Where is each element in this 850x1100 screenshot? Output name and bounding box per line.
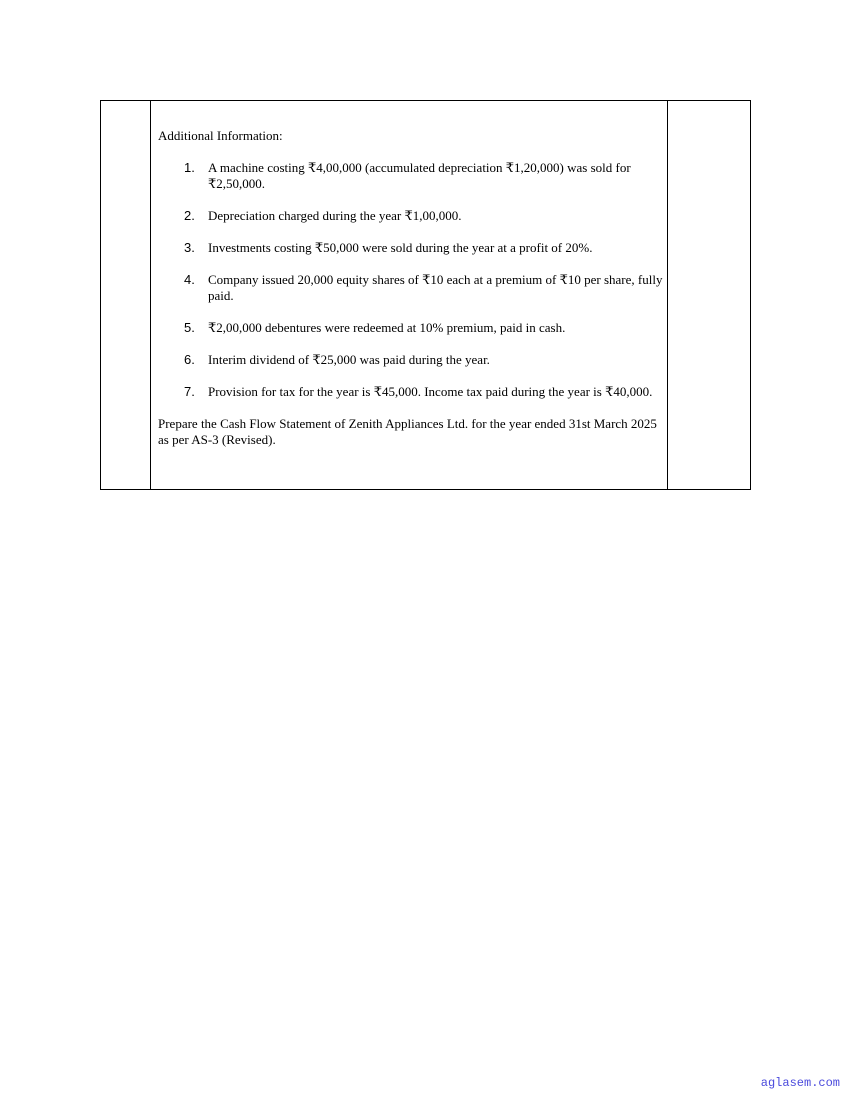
list-item <box>158 240 663 256</box>
list-item-number: 1. <box>184 160 195 175</box>
list-item-number: 3. <box>184 240 195 255</box>
column-divider-left <box>150 101 151 489</box>
list-item-text: Depreciation charged during the year ₹1,00,000. <box>208 208 462 223</box>
list-item-number: 4. <box>184 272 195 287</box>
list-item-text: Provision for tax for the year is ₹45,000. Income tax paid during the year is ₹40,000. <box>208 384 653 399</box>
list-item-number: 2. <box>184 208 195 223</box>
additional-info-heading: Additional Information: <box>158 128 283 143</box>
list-item <box>158 160 663 192</box>
list-item-number: 5. <box>184 320 195 335</box>
list-item-text: Investments costing ₹50,000 were sold during the year at a profit of 20%. <box>208 240 593 255</box>
list-item <box>158 208 663 224</box>
question-content <box>158 128 663 448</box>
question-table <box>100 100 751 490</box>
list-item-text: Interim dividend of ₹25,000 was paid during the year. <box>208 352 490 367</box>
site-watermark: aglasem.com <box>760 1076 840 1090</box>
list-item-text: ₹2,00,000 debentures were redeemed at 10% premium, paid in cash. <box>208 320 566 335</box>
additional-info-list <box>158 160 663 400</box>
list-item <box>158 320 663 336</box>
list-item-number: 6. <box>184 352 195 367</box>
list-item <box>158 384 663 400</box>
column-divider-right <box>667 101 668 489</box>
list-item-number: 7. <box>184 384 195 399</box>
question-instruction: Prepare the Cash Flow Statement of Zenith Appliances Ltd. for the year ended 31st March 2025 as per AS-3 (Revised). <box>158 416 657 447</box>
list-item <box>158 352 663 368</box>
list-item-text: A machine costing ₹4,00,000 (accumulated depreciation ₹1,20,000) was sold for ₹2,50,000. <box>208 160 631 191</box>
list-item-text: Company issued 20,000 equity shares of ₹10 each at a premium of ₹10 per share, fully paid. <box>208 272 663 303</box>
list-item <box>158 272 663 304</box>
